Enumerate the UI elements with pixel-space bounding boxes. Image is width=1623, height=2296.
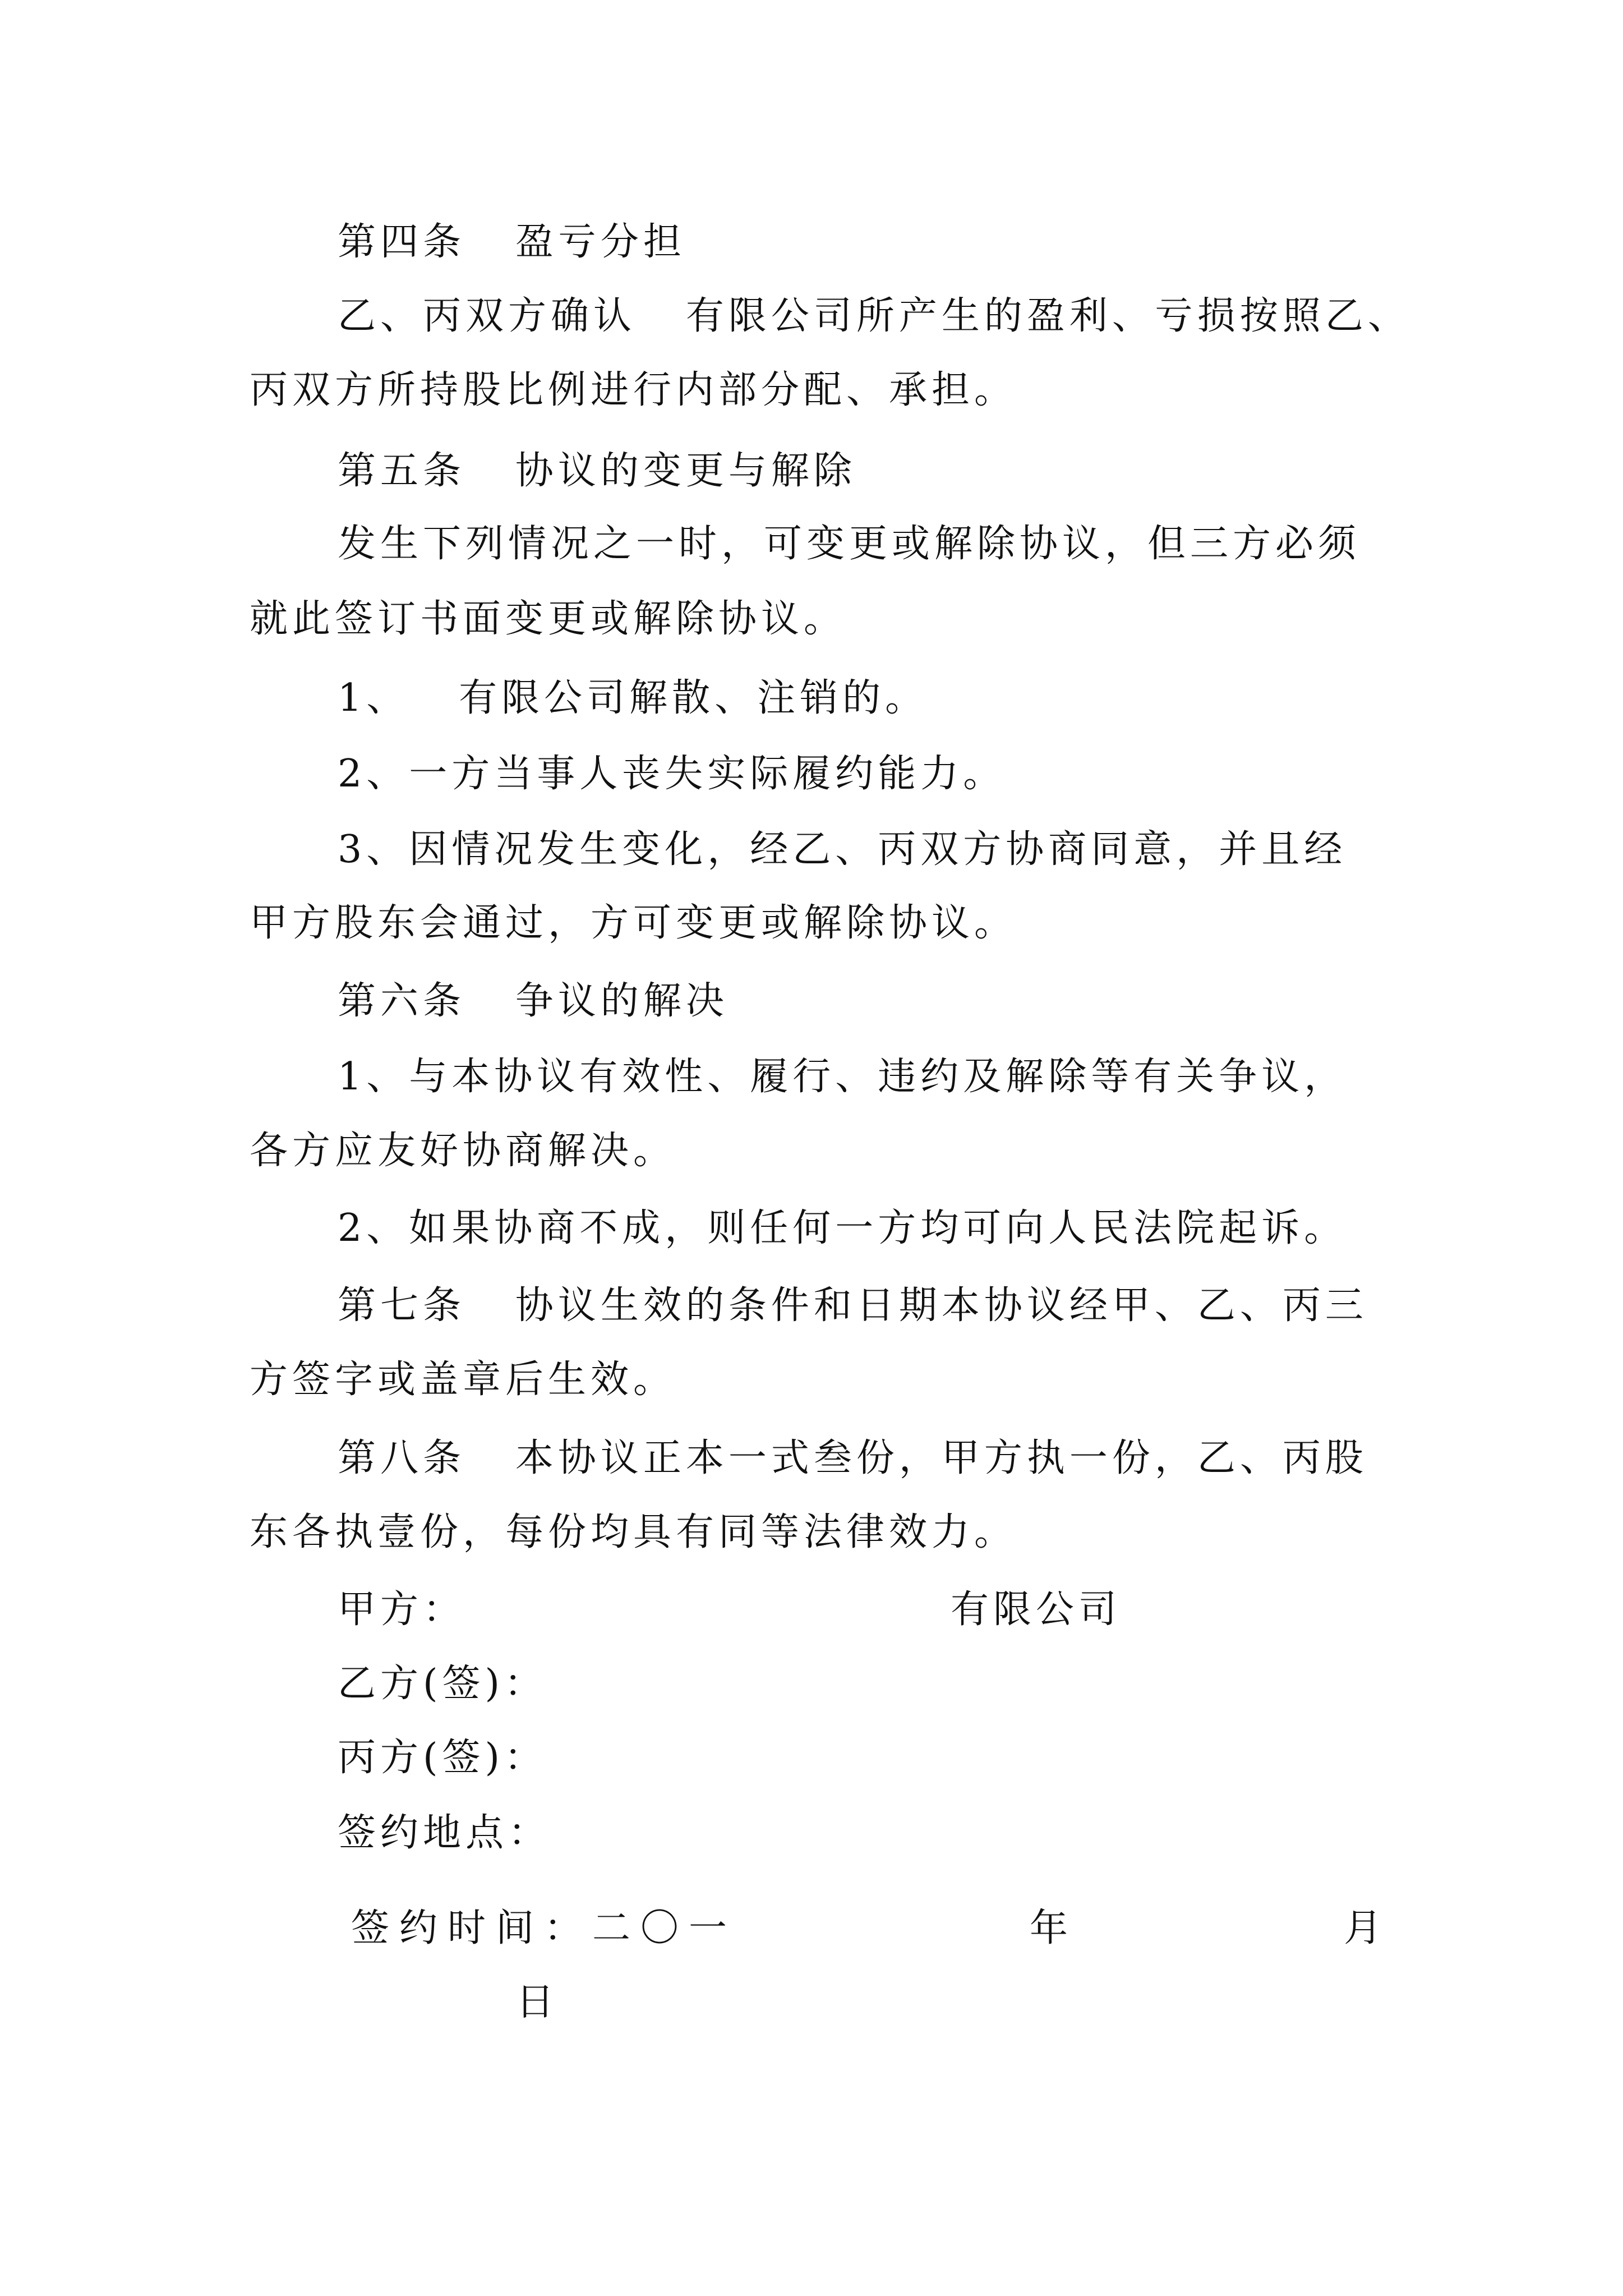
article-5-title: 第五条 协议的变更与解除 — [338, 449, 856, 493]
party-b-label: 乙方(签)： — [338, 1662, 547, 1706]
article-5-intro-line-1: 发生下列情况之一时，可变更或解除协议，但三方必须 — [338, 522, 1361, 566]
party-c-label: 丙方(签)： — [338, 1736, 547, 1780]
party-a-company: 有限公司 — [951, 1588, 1122, 1632]
article-5-item-3-line-1: 3、因情况发生变化，经乙、丙双方协商同意，并且经 — [338, 827, 1347, 872]
article-4-title: 第四条 盈亏分担 — [338, 220, 686, 264]
article-6-title: 第六条 争议的解决 — [338, 979, 728, 1023]
article-5-intro-line-2: 就此签订书面变更或解除协议。 — [250, 597, 847, 641]
article-6-item-2: 2、如果协商不成，则任何一方均可向人民法院起诉。 — [338, 1206, 1347, 1250]
article-5-item-2: 2、一方当事人丧失实际履约能力。 — [338, 752, 1006, 796]
article-7-line-2: 方签字或盖章后生效。 — [250, 1358, 676, 1402]
signing-date-month: 月 — [1344, 1906, 1393, 1950]
article-6-item-1-line-1: 1、与本协议有效性、履行、违约及解除等有关争议， — [338, 1055, 1347, 1099]
signing-place-label: 签约地点： — [338, 1811, 551, 1855]
article-6-item-1-line-2: 各方应友好协商解决。 — [250, 1129, 676, 1173]
signing-date-year: 年 — [1030, 1906, 1078, 1950]
signing-date-label: 签约时间：二〇一 — [351, 1906, 737, 1950]
article-8-line-2: 东各执壹份，每份均具有同等法律效力。 — [250, 1510, 1017, 1554]
signing-date-day: 日 — [516, 1980, 555, 2024]
signing-date-row — [351, 1906, 1393, 1951]
article-4-paragraph-line-1: 乙、丙双方确认 有限公司所产生的盈利、亏损按照乙、 — [338, 294, 1410, 338]
article-8-line-1: 第八条 本协议正本一式叁份，甲方执一份，乙、丙股 — [338, 1436, 1368, 1480]
article-5-item-3-line-2: 甲方股东会通过，方可变更或解除协议。 — [250, 901, 1017, 945]
article-7-line-1: 第七条 协议生效的条件和日期本协议经甲、乙、丙三 — [338, 1283, 1368, 1328]
article-5-item-1: 1、 有限公司解散、注销的。 — [338, 676, 928, 720]
article-4-paragraph-line-2: 丙双方所持股比例进行内部分配、承担。 — [250, 368, 1017, 412]
party-a-label: 甲方： — [338, 1588, 466, 1632]
